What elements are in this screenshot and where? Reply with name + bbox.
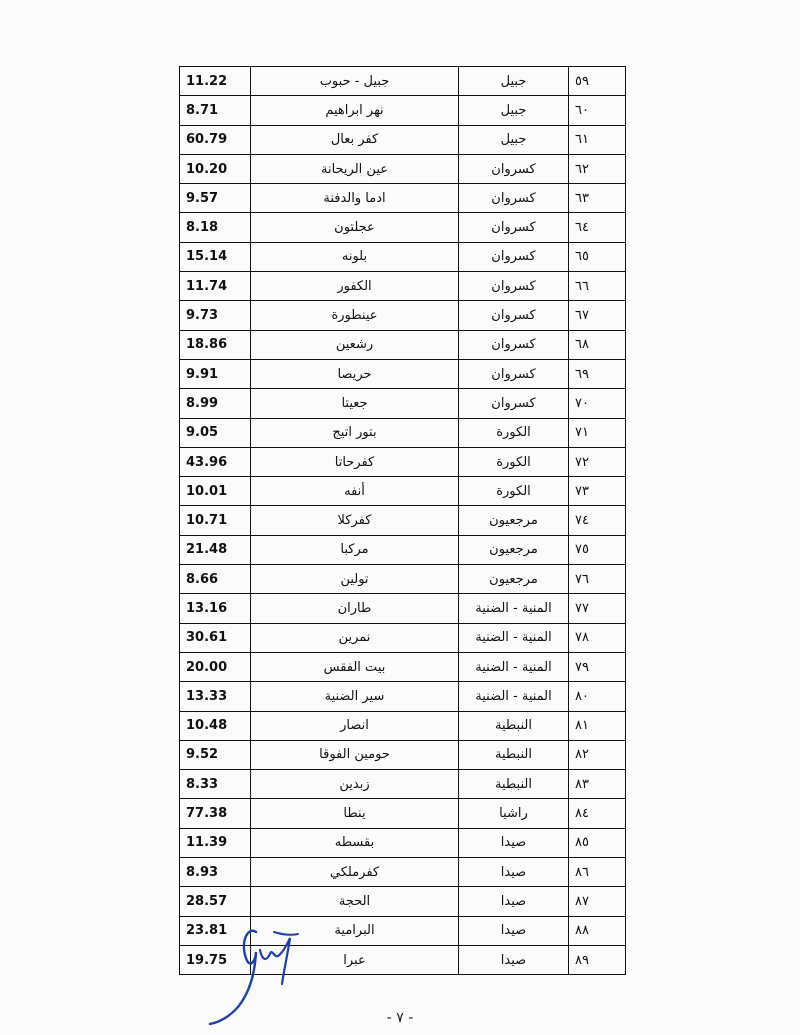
table-row: [180, 535, 626, 564]
row-number-cell: ٨٣: [569, 770, 626, 799]
table-row: [180, 506, 626, 535]
table-row: [180, 67, 626, 96]
row-number-cell: ٨٤: [569, 799, 626, 828]
table-row: [180, 359, 626, 388]
value-cell: 19.75: [180, 945, 251, 974]
district-cell: الكورة: [459, 447, 569, 476]
table-row: [180, 418, 626, 447]
town-cell: رشعين: [251, 330, 459, 359]
district-cell: الكورة: [459, 477, 569, 506]
row-number-cell: ٨٥: [569, 828, 626, 857]
row-number-cell: ٨٦: [569, 858, 626, 887]
row-number-cell: ٥٩: [569, 67, 626, 96]
row-number-cell: ٧٠: [569, 389, 626, 418]
value-cell: 18.86: [180, 330, 251, 359]
row-number-cell: ٧٩: [569, 652, 626, 681]
row-number-cell: ٧٨: [569, 623, 626, 652]
district-cell: جبيل: [459, 96, 569, 125]
district-cell: كسروان: [459, 301, 569, 330]
row-number-cell: ٨٢: [569, 740, 626, 769]
table-row: [180, 301, 626, 330]
table-row: [180, 447, 626, 476]
district-cell: المنية - الضنية: [459, 594, 569, 623]
district-cell: كسروان: [459, 330, 569, 359]
table-row: [180, 828, 626, 857]
district-cell: مرجعيون: [459, 506, 569, 535]
value-cell: 77.38: [180, 799, 251, 828]
town-cell: كفرملكي: [251, 858, 459, 887]
value-cell: 10.48: [180, 711, 251, 740]
row-number-cell: ٦٣: [569, 184, 626, 213]
town-cell: كفرحاتا: [251, 447, 459, 476]
town-cell: انصار: [251, 711, 459, 740]
row-number-cell: ٨١: [569, 711, 626, 740]
district-cell: كسروان: [459, 272, 569, 301]
table-row: [180, 682, 626, 711]
value-cell: 21.48: [180, 535, 251, 564]
town-cell: البرامية: [251, 916, 459, 945]
table-row: [180, 272, 626, 301]
district-cell: صيدا: [459, 828, 569, 857]
value-cell: 8.66: [180, 565, 251, 594]
value-cell: 10.01: [180, 477, 251, 506]
value-cell: 11.22: [180, 67, 251, 96]
town-cell: عينطورة: [251, 301, 459, 330]
row-number-cell: ٦٩: [569, 359, 626, 388]
table-row: [180, 213, 626, 242]
district-cell: صيدا: [459, 858, 569, 887]
value-cell: 9.91: [180, 359, 251, 388]
row-number-cell: ٧٥: [569, 535, 626, 564]
value-cell: 9.05: [180, 418, 251, 447]
row-number-cell: ٦٥: [569, 242, 626, 271]
town-cell: بقسطه: [251, 828, 459, 857]
value-cell: 20.00: [180, 652, 251, 681]
row-number-cell: ٦٠: [569, 96, 626, 125]
row-number-cell: ٧٢: [569, 447, 626, 476]
district-cell: كسروان: [459, 184, 569, 213]
value-cell: 9.52: [180, 740, 251, 769]
value-cell: 60.79: [180, 125, 251, 154]
district-cell: مرجعيون: [459, 535, 569, 564]
town-cell: بلونه: [251, 242, 459, 271]
town-cell: عجلتون: [251, 213, 459, 242]
district-cell: النبطية: [459, 740, 569, 769]
value-cell: 9.73: [180, 301, 251, 330]
row-number-cell: ٨٨: [569, 916, 626, 945]
town-cell: كفركلا: [251, 506, 459, 535]
district-cell: كسروان: [459, 359, 569, 388]
row-number-cell: ٦٦: [569, 272, 626, 301]
town-cell: ادما والدفنة: [251, 184, 459, 213]
value-cell: 8.71: [180, 96, 251, 125]
district-cell: المنية - الضنية: [459, 623, 569, 652]
value-cell: 28.57: [180, 887, 251, 916]
table-row: [180, 184, 626, 213]
value-cell: 8.18: [180, 213, 251, 242]
value-cell: 11.39: [180, 828, 251, 857]
table-row: [180, 154, 626, 183]
town-cell: كفر بعال: [251, 125, 459, 154]
value-cell: 13.16: [180, 594, 251, 623]
district-cell: جبيل: [459, 67, 569, 96]
town-cell: تولين: [251, 565, 459, 594]
district-cell: صيدا: [459, 916, 569, 945]
value-cell: 8.93: [180, 858, 251, 887]
table-row: [180, 799, 626, 828]
town-cell: الكفور: [251, 272, 459, 301]
value-cell: 15.14: [180, 242, 251, 271]
page-number: - ٧ -: [386, 1010, 414, 1026]
row-number-cell: ٨٩: [569, 945, 626, 974]
town-cell: حريصا: [251, 359, 459, 388]
value-cell: 9.57: [180, 184, 251, 213]
district-cell: مرجعيون: [459, 565, 569, 594]
table-row: [180, 389, 626, 418]
table-row: [180, 770, 626, 799]
row-number-cell: ٦٢: [569, 154, 626, 183]
town-cell: نمرين: [251, 623, 459, 652]
district-cell: صيدا: [459, 887, 569, 916]
value-cell: 13.33: [180, 682, 251, 711]
town-cell: أنفه: [251, 477, 459, 506]
data-table: [179, 66, 626, 975]
district-cell: النبطية: [459, 770, 569, 799]
row-number-cell: ٨٠: [569, 682, 626, 711]
district-cell: المنية - الضنية: [459, 682, 569, 711]
table-row: [180, 242, 626, 271]
value-cell: 30.61: [180, 623, 251, 652]
town-cell: بيت الفقس: [251, 652, 459, 681]
district-cell: جبيل: [459, 125, 569, 154]
town-cell: زبدين: [251, 770, 459, 799]
row-number-cell: ٦٧: [569, 301, 626, 330]
town-cell: بتور اتيج: [251, 418, 459, 447]
row-number-cell: ٧٤: [569, 506, 626, 535]
value-cell: 11.74: [180, 272, 251, 301]
row-number-cell: ٦٤: [569, 213, 626, 242]
district-cell: كسروان: [459, 213, 569, 242]
town-cell: عين الريحانة: [251, 154, 459, 183]
town-cell: عبرا: [251, 945, 459, 974]
table-row: [180, 565, 626, 594]
value-cell: 8.33: [180, 770, 251, 799]
district-cell: كسروان: [459, 389, 569, 418]
table-row: [180, 96, 626, 125]
table-row: [180, 623, 626, 652]
district-cell: كسروان: [459, 242, 569, 271]
town-cell: الحجة: [251, 887, 459, 916]
table-row: [180, 858, 626, 887]
table-row: [180, 711, 626, 740]
value-cell: 8.99: [180, 389, 251, 418]
town-cell: جبيل - حبوب: [251, 67, 459, 96]
table-row: [180, 652, 626, 681]
value-cell: 43.96: [180, 447, 251, 476]
value-cell: 10.20: [180, 154, 251, 183]
town-cell: مركبا: [251, 535, 459, 564]
town-cell: حومين الفوقا: [251, 740, 459, 769]
town-cell: سير الضنية: [251, 682, 459, 711]
district-cell: النبطية: [459, 711, 569, 740]
row-number-cell: ٦٨: [569, 330, 626, 359]
town-cell: نهر ابراهيم: [251, 96, 459, 125]
town-cell: جعيتا: [251, 389, 459, 418]
town-cell: طاران: [251, 594, 459, 623]
table-row: [180, 125, 626, 154]
row-number-cell: ٧٣: [569, 477, 626, 506]
district-cell: المنية - الضنية: [459, 652, 569, 681]
value-cell: 23.81: [180, 916, 251, 945]
row-number-cell: ٨٧: [569, 887, 626, 916]
row-number-cell: ٧٧: [569, 594, 626, 623]
district-cell: الكورة: [459, 418, 569, 447]
district-cell: كسروان: [459, 154, 569, 183]
row-number-cell: ٧١: [569, 418, 626, 447]
table-row: [180, 477, 626, 506]
district-cell: راشيا: [459, 799, 569, 828]
table-body: [180, 67, 626, 975]
row-number-cell: ٦١: [569, 125, 626, 154]
row-number-cell: ٧٦: [569, 565, 626, 594]
district-cell: صيدا: [459, 945, 569, 974]
value-cell: 10.71: [180, 506, 251, 535]
town-cell: ينطا: [251, 799, 459, 828]
table-row: [180, 330, 626, 359]
table-row: [180, 594, 626, 623]
table-row: [180, 740, 626, 769]
